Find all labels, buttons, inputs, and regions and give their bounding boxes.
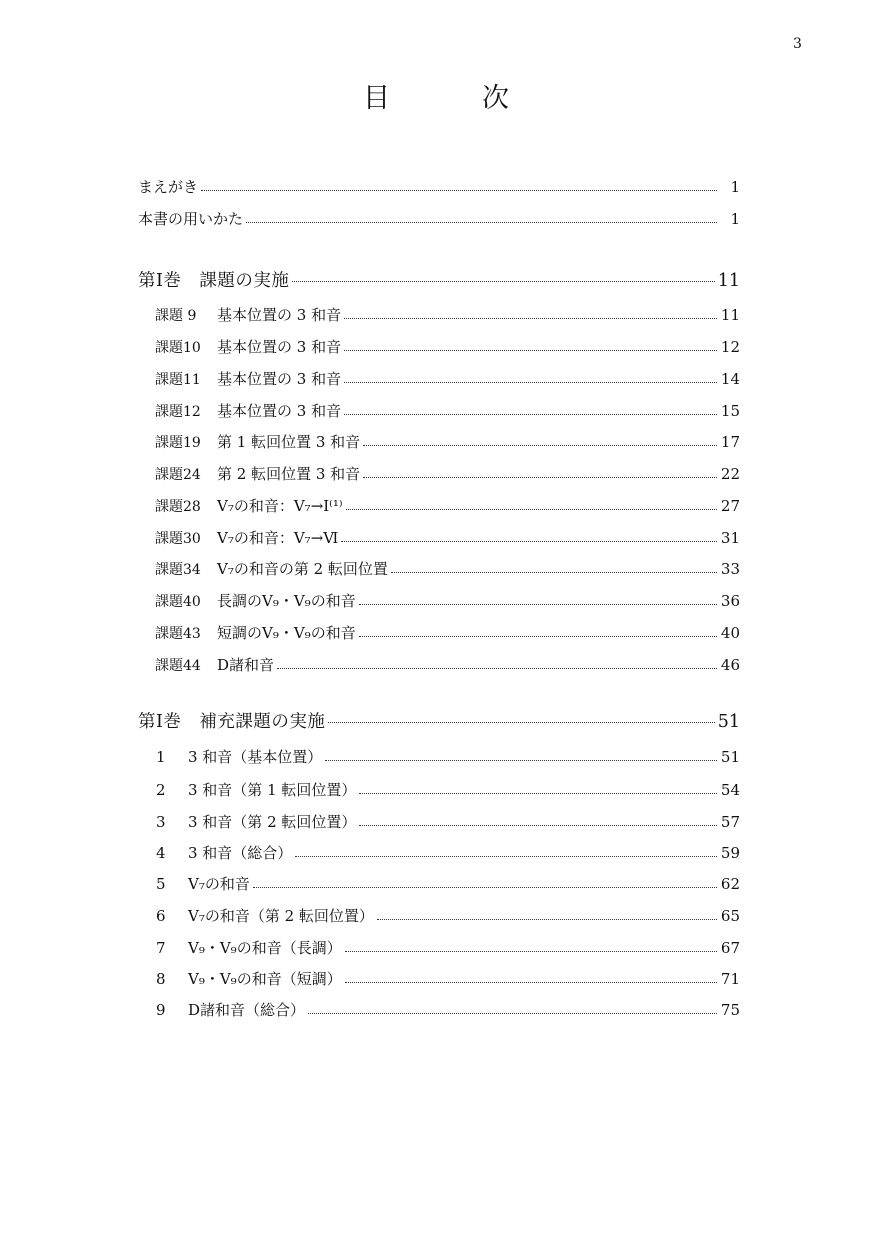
toc-entry-label: 第 1 転回位置 3 和音 — [217, 433, 361, 451]
leader-dots — [359, 636, 717, 637]
leader-dots — [359, 604, 717, 605]
toc-entry-page: 1 — [730, 178, 740, 196]
toc-entry-label: 短調のⅤ₉・Ⅴ₉の和音 — [217, 624, 356, 642]
leader-dots — [253, 887, 717, 888]
leader-dots — [363, 477, 717, 478]
toc-entry-page: 54 — [720, 781, 740, 799]
toc-entry — [156, 905, 740, 927]
toc-entry — [155, 304, 740, 326]
toc-entry-label: 3 和音（第 2 転回位置） — [188, 813, 357, 831]
toc-entry-label: 基本位置の 3 和音 — [217, 338, 342, 356]
toc-entry-label: Ⅴ₇の和音の第 2 転回位置 — [217, 560, 388, 578]
toc-entry — [156, 873, 740, 895]
toc-entry-label: D諸和音 — [217, 656, 275, 674]
toc-entry-number: 課題 9 — [155, 308, 197, 324]
toc-entry-page: 33 — [720, 560, 740, 578]
toc-entry-number: 5 — [156, 875, 166, 893]
leader-dots — [295, 856, 717, 857]
leader-dots — [346, 509, 717, 510]
toc-entry-label: 基本位置の 3 和音 — [217, 402, 342, 420]
toc-entry-page: 31 — [720, 529, 740, 547]
toc-entry-number: 課題11 — [155, 372, 201, 388]
toc-entry-page: 1 — [730, 210, 740, 228]
toc-entry-page: 51 — [720, 748, 740, 766]
toc-entry-page: 11 — [720, 306, 740, 324]
toc-entry-page: 14 — [720, 370, 740, 388]
toc-section-heading — [138, 708, 740, 730]
toc-entry — [156, 746, 740, 768]
toc-entry-number: 課題28 — [155, 499, 201, 515]
toc-entry — [155, 654, 740, 676]
title-part-1: 目 — [363, 83, 390, 114]
leader-dots — [377, 919, 717, 920]
toc-entry-page: 57 — [720, 813, 740, 831]
toc-entry-number: 課題43 — [155, 626, 201, 642]
toc-entry-page: 67 — [720, 939, 740, 957]
toc-entry-number: 課題24 — [155, 467, 201, 483]
leader-dots — [292, 281, 714, 282]
toc-entry — [155, 622, 740, 644]
toc-entry-label: 3 和音（基本位置） — [188, 748, 323, 766]
toc-entry-number: 課題40 — [155, 594, 201, 610]
leader-dots — [246, 222, 717, 223]
toc-entry-label: D諸和音（総合） — [188, 1001, 306, 1019]
toc-entry-number: 9 — [156, 1001, 166, 1019]
toc-entry-label: 基本位置の 3 和音 — [217, 306, 342, 324]
toc-entry-page: 65 — [720, 907, 740, 925]
toc-entry — [138, 176, 740, 198]
toc-entry-page: 59 — [720, 844, 740, 862]
toc-entry — [156, 811, 740, 833]
leader-dots — [344, 318, 717, 319]
toc-entry-page: 27 — [720, 497, 740, 515]
toc-entry-page: 17 — [720, 433, 740, 451]
toc-entry-page: 75 — [720, 1001, 740, 1019]
leader-dots — [345, 951, 717, 952]
leader-dots — [328, 722, 714, 723]
leader-dots — [344, 350, 717, 351]
toc-entry-page: 36 — [720, 592, 740, 610]
toc-entry-number: 4 — [156, 844, 166, 862]
toc-entry-page: 22 — [720, 465, 740, 483]
toc-entry-page: 40 — [720, 624, 740, 642]
toc-entry-number: 7 — [156, 939, 166, 957]
leader-dots — [277, 668, 717, 669]
leader-dots — [341, 541, 717, 542]
toc-section-heading — [138, 267, 740, 289]
toc-entry-number: 6 — [156, 907, 166, 925]
toc-entry-number: 3 — [156, 813, 166, 831]
toc-entry — [155, 431, 740, 453]
leader-dots — [359, 793, 717, 794]
title-part-2: 次 — [482, 83, 509, 114]
toc-entry-label: Ⅴ₇の和音 — [188, 875, 250, 893]
section-heading-label: 第Ⅰ巻 補充課題の実施 — [138, 712, 326, 732]
toc-entry-number: 8 — [156, 970, 166, 988]
leader-dots — [344, 382, 717, 383]
toc-entry-label: 基本位置の 3 和音 — [217, 370, 342, 388]
page-number: 3 — [793, 36, 802, 52]
leader-dots — [363, 445, 717, 446]
toc-entry — [156, 968, 740, 990]
leader-dots — [308, 1013, 717, 1014]
toc-entry — [155, 336, 740, 358]
toc-entry-label: 本書の用いかた — [138, 210, 244, 228]
section-heading-page: 51 — [717, 712, 740, 732]
leader-dots — [325, 760, 717, 761]
toc-entry-page: 62 — [720, 875, 740, 893]
toc-entry — [155, 558, 740, 580]
leader-dots — [344, 414, 717, 415]
toc-entry-label: まえがき — [138, 178, 199, 196]
toc-entry — [155, 527, 740, 549]
toc-entry-label: 長調のⅤ₉・Ⅴ₉の和音 — [217, 592, 356, 610]
toc-entry — [155, 495, 740, 517]
leader-dots — [201, 190, 717, 191]
toc-entry — [156, 937, 740, 959]
page-title — [0, 76, 872, 115]
section-heading-page: 11 — [717, 271, 740, 291]
toc-entry-label: Ⅴ₇の和音（第 2 転回位置） — [188, 907, 374, 925]
toc-entry-number: 課題34 — [155, 562, 201, 578]
toc-entry — [155, 368, 740, 390]
toc-entry-page: 12 — [720, 338, 740, 356]
toc-entry — [155, 463, 740, 485]
toc-entry-label: Ⅴ₉・Ⅴ₉の和音（短調） — [188, 970, 342, 988]
toc-entry-label: Ⅴ₉・Ⅴ₉の和音（長調） — [188, 939, 342, 957]
toc-entry-label: 3 和音（総合） — [188, 844, 293, 862]
toc-entry — [155, 400, 740, 422]
toc-entry-label: Ⅴ₇の和音：Ⅴ₇→Ⅵ — [217, 529, 339, 547]
toc-entry — [156, 842, 740, 864]
leader-dots — [345, 982, 717, 983]
toc-entry-number: 課題44 — [155, 658, 201, 674]
leader-dots — [359, 825, 717, 826]
toc-entry-label: 3 和音（第 1 転回位置） — [188, 781, 357, 799]
toc-entry-page: 46 — [720, 656, 740, 674]
leader-dots — [391, 572, 717, 573]
toc-entry — [138, 208, 740, 230]
section-heading-label: 第Ⅰ巻 課題の実施 — [138, 271, 290, 291]
toc-entry-number: 課題12 — [155, 404, 201, 420]
toc-entry-number: 課題30 — [155, 531, 201, 547]
toc-entry-number: 課題10 — [155, 340, 201, 356]
toc-entry-label: 第 2 転回位置 3 和音 — [217, 465, 361, 483]
toc-entry — [156, 999, 740, 1021]
toc-entry-label: Ⅴ₇の和音：Ⅴ₇→Ⅰ⁽¹⁾ — [217, 497, 343, 515]
toc-entry-page: 71 — [720, 970, 740, 988]
toc-entry-page: 15 — [720, 402, 740, 420]
toc-entry — [155, 590, 740, 612]
toc-entry — [156, 779, 740, 801]
toc-entry-number: 2 — [156, 781, 166, 799]
toc-entry-number: 課題19 — [155, 435, 201, 451]
toc-entry-number: 1 — [156, 748, 166, 766]
